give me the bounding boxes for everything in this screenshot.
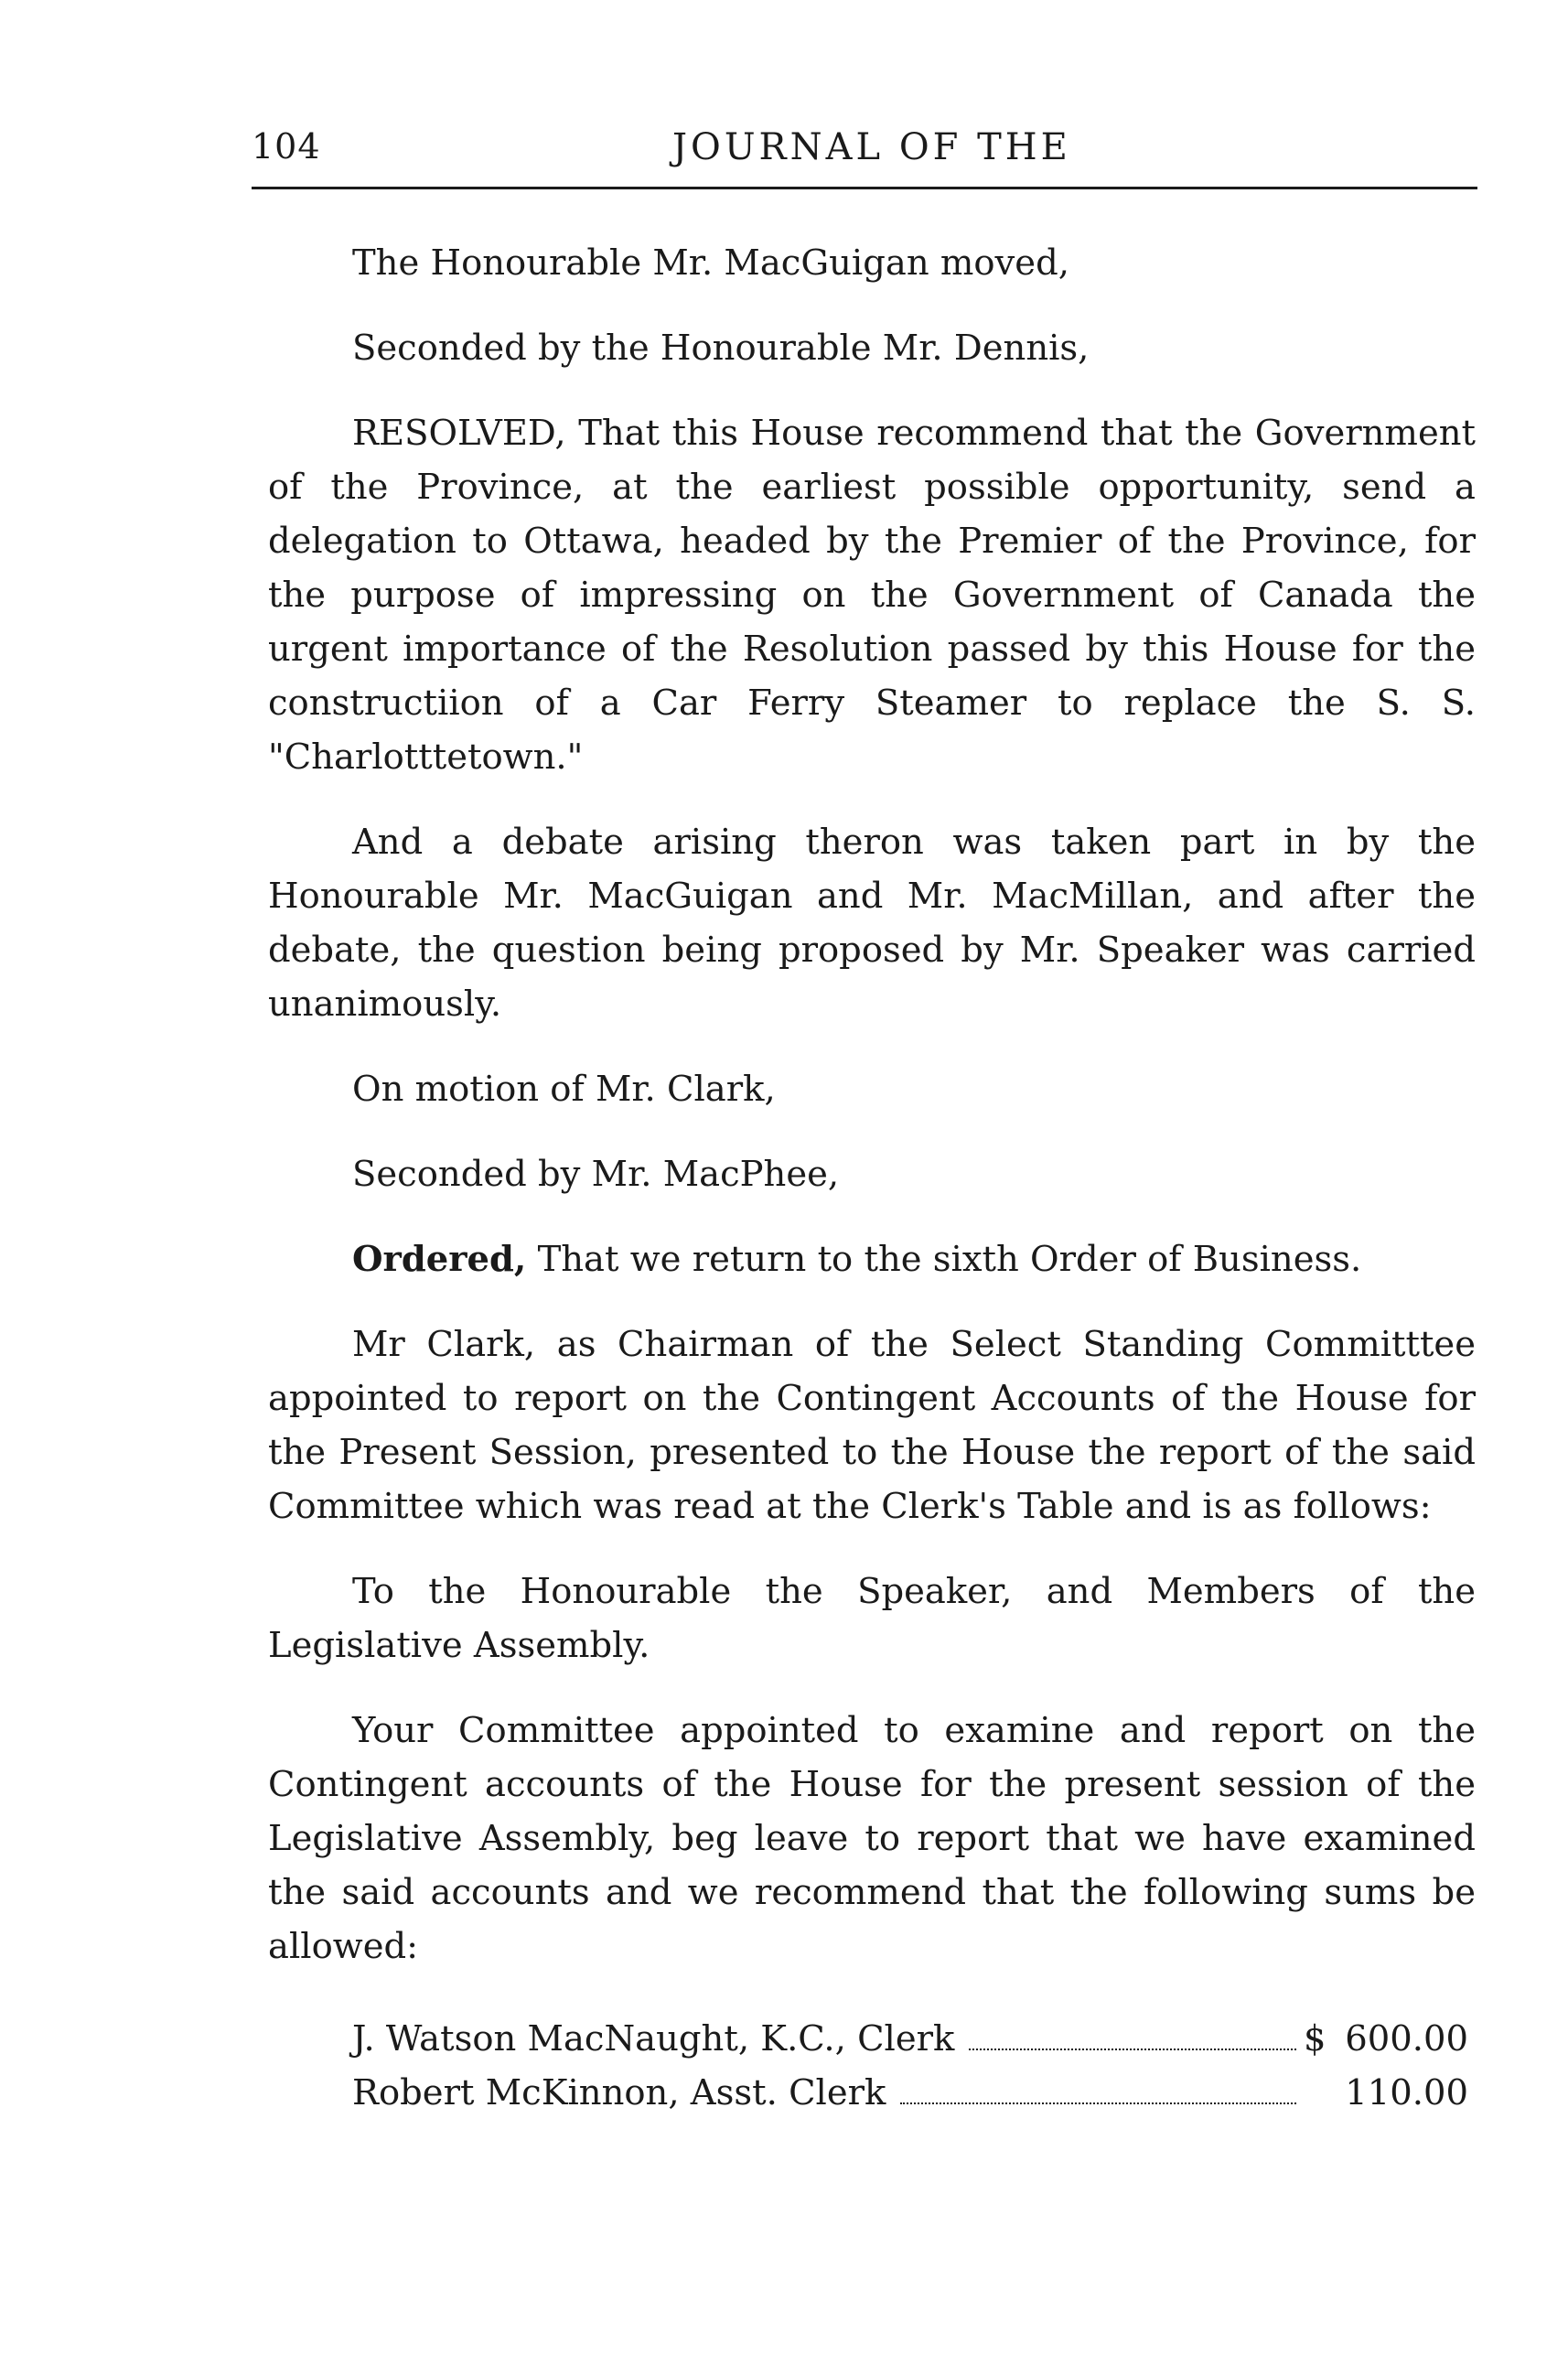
- account-currency: $: [1304, 2018, 1326, 2059]
- account-amount: 110.00: [1345, 2072, 1468, 2113]
- dot-leader: [969, 2049, 1296, 2050]
- account-row: [352, 2012, 1468, 2066]
- account-row: [352, 2066, 1468, 2120]
- debate-text: And a debate arising theron was taken part in by the Honourable Mr. MacGuigan and Mr. MacMillan, and after the debate, the question being proposed by Mr. Speaker was carried unanimously.: [268, 822, 1476, 1025]
- dot-leader: [900, 2102, 1296, 2104]
- motion-clark: On motion of Mr. Clark,: [352, 1069, 776, 1110]
- account-name: J. Watson MacNaught, K.C., Clerk: [352, 2018, 955, 2059]
- header-rule: [252, 187, 1477, 189]
- running-title: JOURNAL OF THE: [672, 126, 1071, 168]
- order-text: [268, 1232, 1476, 1286]
- report-address: To the Honourable the Speaker, and Members of the Legislative Assembly.: [268, 1571, 1476, 1666]
- page-number: 104: [252, 126, 321, 167]
- motion-seconder: Seconded by the Honourable Mr. Dennis,: [352, 328, 1090, 369]
- seconder-macphee: Seconded by Mr. MacPhee,: [352, 1154, 840, 1195]
- report-body: Your Committee appointed to examine and report on the Contingent accounts of the House for the present session of the Legislative Assembly, beg leave to report that we have examined the said accounts and we recommend that the following sums be allowed:: [268, 1710, 1476, 1967]
- accounts-list: [268, 2012, 1476, 2120]
- journal-body: [268, 236, 1476, 2120]
- ordered-rest: That we return to the sixth Order of Business.: [526, 1239, 1362, 1280]
- account-name: Robert McKinnon, Asst. Clerk: [352, 2072, 886, 2113]
- motion-mover: The Honourable Mr. MacGuigan moved,: [352, 242, 1069, 284]
- account-amount: 600.00: [1345, 2018, 1468, 2059]
- ordered-label: Ordered,: [352, 1239, 527, 1280]
- committee-report-intro: Mr Clark, as Chairman of the Select Standing Committtee appointed to report on the Contingent Accounts of the House for the Present Session, presented to the House the report of the said Committee which was read at the Clerk's Table and is as follows:: [268, 1324, 1476, 1527]
- page-header: [252, 126, 1477, 181]
- resolution-text: RESOLVED, That this House recommend that the Government of the Province, at the earliest possible opportunity, send a delegation to Ottawa, headed by the Premier of the Province, for the purpose of impressing on the Government of Canada the urgent importance of the Resolution passed by this House for the constructiion of a Car Ferry Steamer to replace the S. S. "Charlotttetown.": [268, 413, 1476, 778]
